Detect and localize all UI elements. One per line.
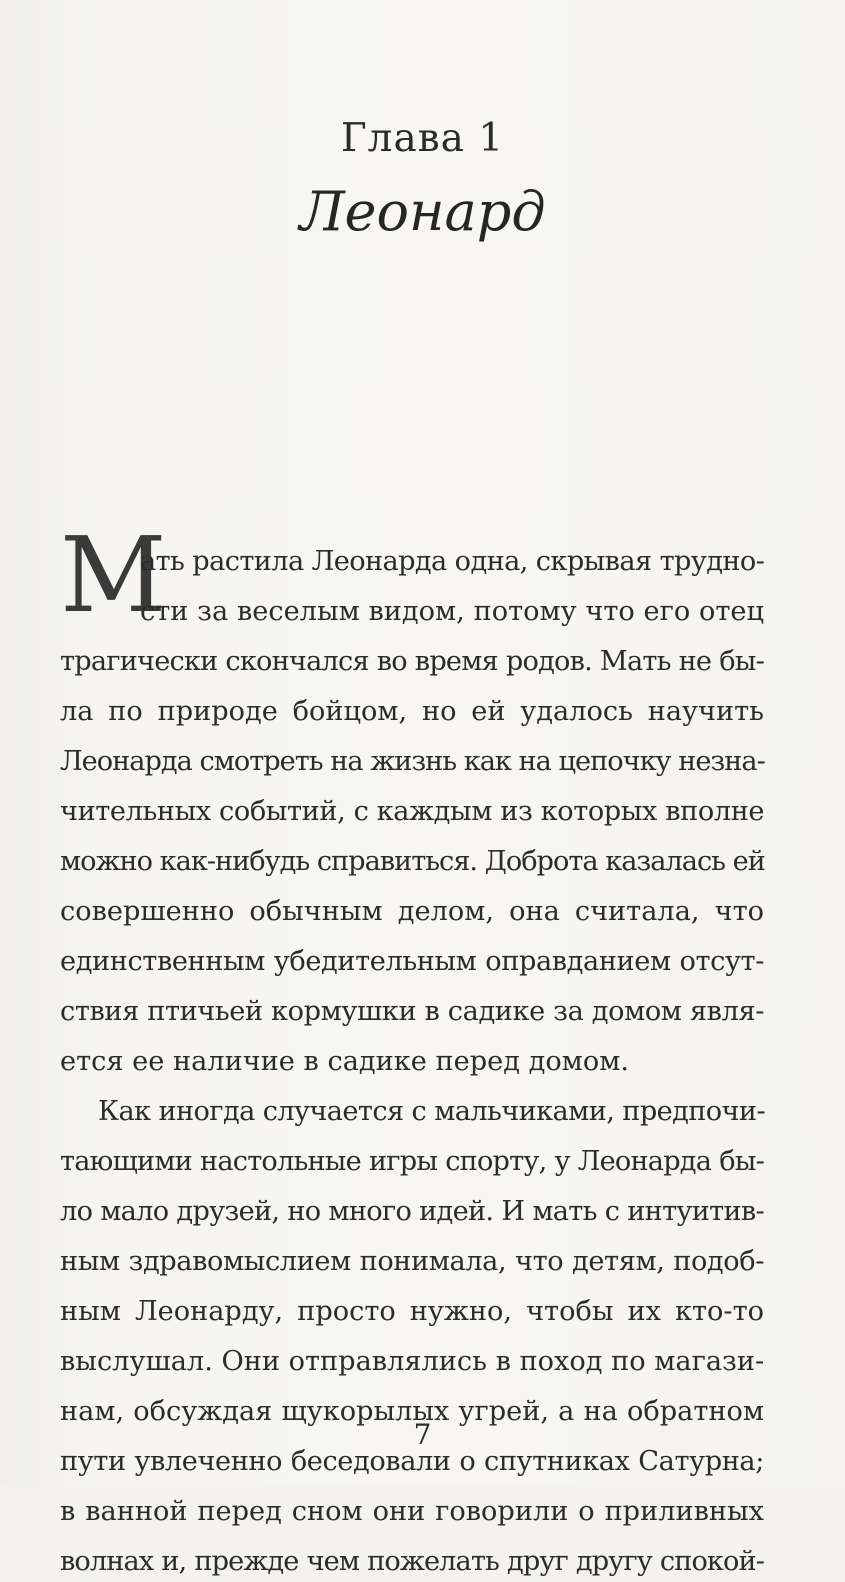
text-line: ать растила Леонарда одна, скрывая трудно-	[140, 546, 765, 577]
text-line: единственным убедительным оправданием отсут-	[60, 946, 764, 977]
text-line: совершенно обычным делом, она считала, что	[60, 896, 764, 927]
text-line: ется ее наличие в садике перед домом.	[60, 1046, 629, 1077]
text-line: выслушал. Они отправлялись в поход по магази-	[60, 1346, 765, 1377]
text-line: чительных событий, с каждым из которых вполне	[60, 796, 765, 827]
text-line: тающими настольные игры спорту, у Леонарда бы-	[60, 1146, 764, 1177]
text-line: ным Леонарду, просто нужно, чтобы их кто-то	[60, 1296, 764, 1327]
drop-cap: М	[60, 514, 167, 636]
text-line: сти за веселым видом, потому что его отец	[140, 596, 764, 627]
text-line: Леонарда смотреть на жизнь как на цепочку незна-	[60, 746, 765, 777]
text-line: Как иногда случается с мальчиками, предпочи-	[98, 1096, 766, 1127]
text-line: волнах и, прежде чем пожелать друг другу спокой-	[60, 1546, 764, 1577]
text-line: ствия птичьей кормушки в садике за домом явля-	[60, 996, 764, 1027]
text-line: нам, обсуждая щукорылых угрей, а на обратном	[60, 1396, 764, 1427]
chapter-number: Глава 1	[340, 116, 505, 161]
text-line: ла по природе бойцом, но ей удалось научить	[60, 696, 764, 727]
text-line: пути увлеченно беседовали о спутниках Сатурна;	[60, 1446, 764, 1477]
text-line: ным здравомыслием понимала, что детям, подоб-	[60, 1246, 764, 1277]
page-number: 7	[413, 1418, 432, 1451]
chapter-title: Леонард	[299, 180, 546, 243]
text-line: в ванной перед сном они говорили о приливных	[60, 1496, 764, 1527]
text-line: ло мало друзей, но много идей. И мать с интуитив-	[60, 1196, 764, 1227]
text-line: трагически скончался во время родов. Мать не бы-	[60, 646, 764, 677]
text-line: можно как-нибудь справиться. Доброта казалась ей	[60, 846, 765, 877]
